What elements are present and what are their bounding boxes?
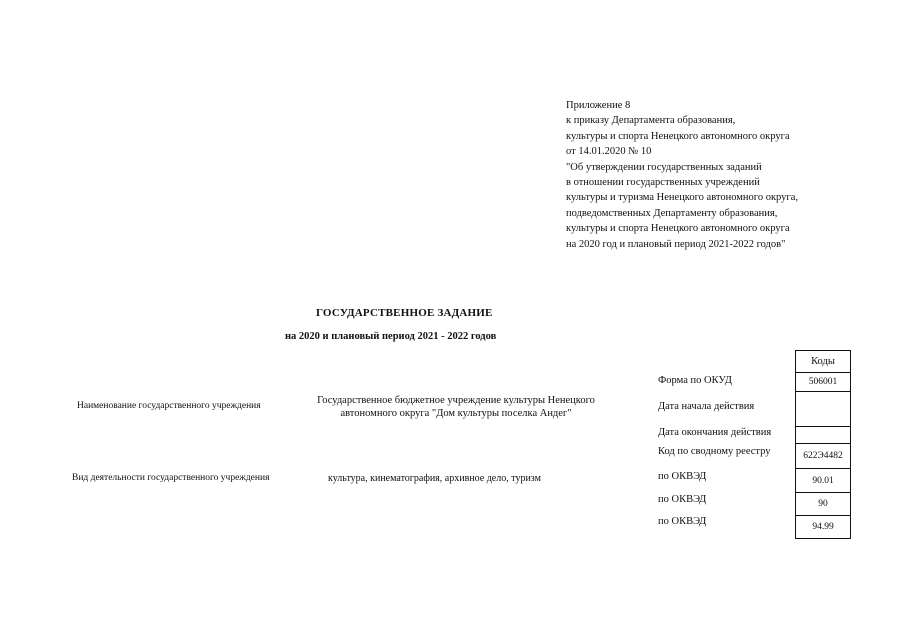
- appendix-line: от 14.01.2020 № 10: [566, 146, 652, 158]
- appendix-line: на 2020 год и плановый период 2021-2022 годов": [566, 238, 786, 250]
- appendix-line: культуры и спорта Ненецкого автономного округа: [566, 130, 790, 142]
- okud-label: Форма по ОКУД: [658, 375, 732, 386]
- okud-code-cell: 506001: [796, 373, 850, 392]
- appendix-line: подведомственных Департаменту образования,: [566, 207, 778, 219]
- codes-header: Коды: [795, 350, 851, 373]
- okved-label-1: по ОКВЭД: [658, 471, 707, 482]
- start-date-label: Дата начала действия: [658, 401, 755, 412]
- institution-name-value: Государственное бюджетное учреждение культуры Ненецкого автономного округа "Дом культуры поселка Андег": [317, 395, 595, 419]
- registry-code-label: Код по сводному реестру: [658, 446, 771, 457]
- document-subtitle: на 2020 и плановый период 2021 - 2022 годов: [285, 331, 497, 342]
- appendix-block: [566, 98, 798, 252]
- appendix-line: к приказу Департамента образования,: [566, 115, 736, 127]
- appendix-line: "Об утверждении государственных заданий: [566, 161, 762, 173]
- institution-name-label: Наименование государственного учреждения: [77, 401, 261, 411]
- start-date-cell: [796, 392, 850, 427]
- okved-code-cell-1: 90.01: [796, 469, 850, 493]
- activity-label: Вид деятельности государственного учреждения: [72, 473, 270, 483]
- appendix-line: в отношении государственных учреждений: [566, 177, 760, 189]
- appendix-line: культуры и спорта Ненецкого автономного округа: [566, 223, 790, 235]
- okved-code-cell-3: 94.99: [812, 522, 834, 532]
- activity-value: культура, кинематография, архивное дело, туризм: [328, 473, 541, 484]
- codes-table: [795, 372, 851, 539]
- appendix-line: культуры и туризма Ненецкого автономного округа,: [566, 192, 799, 204]
- okved-code-cell-2: 90: [796, 493, 850, 516]
- okved-label-3: по ОКВЭД: [658, 516, 707, 527]
- end-date-cell: [796, 427, 850, 444]
- document-title: ГОСУДАРСТВЕННОЕ ЗАДАНИЕ: [316, 307, 493, 319]
- appendix-line: Приложение 8: [566, 100, 631, 111]
- registry-code-cell: 622Э4482: [796, 444, 850, 469]
- end-date-label: Дата окончания действия: [658, 427, 772, 438]
- okved-label-2: по ОКВЭД: [658, 494, 707, 505]
